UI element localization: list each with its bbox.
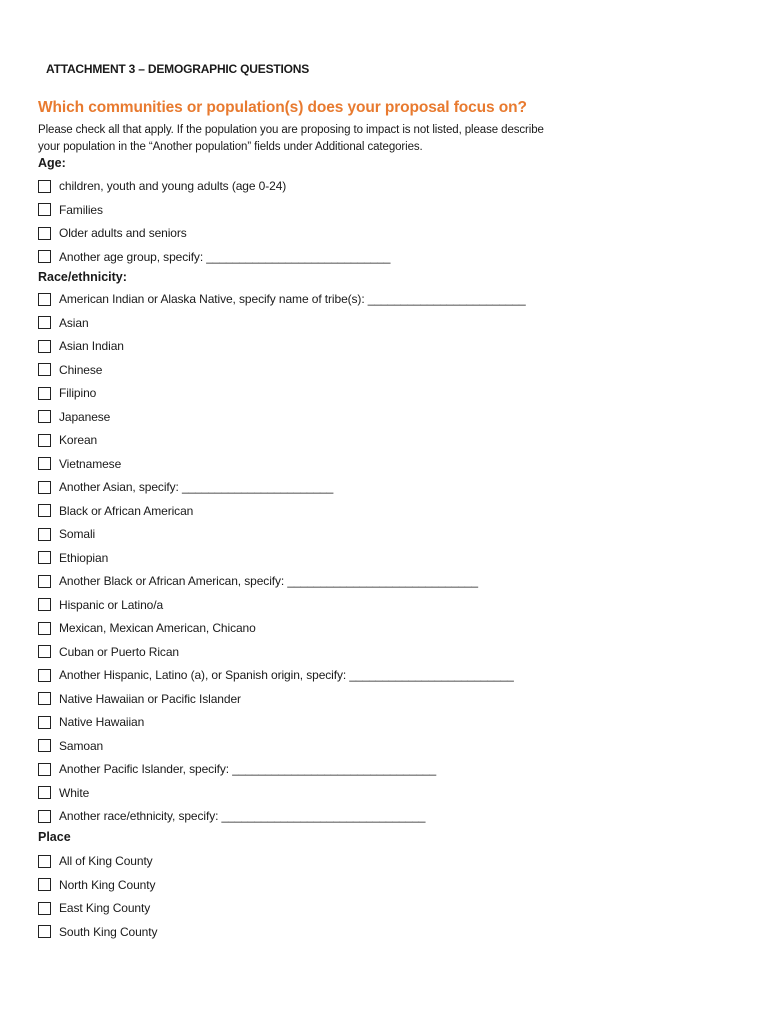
- checkbox[interactable]: [38, 316, 51, 329]
- checkbox[interactable]: [38, 810, 51, 823]
- question-instructions: [38, 122, 638, 156]
- race-option-row[interactable]: [38, 384, 96, 402]
- checkbox[interactable]: [38, 363, 51, 376]
- checkbox[interactable]: [38, 645, 51, 658]
- race-option-label: White: [59, 785, 90, 800]
- checkbox[interactable]: [38, 902, 51, 915]
- race-option-label: Japanese: [59, 409, 111, 424]
- race-option-row[interactable]: [38, 784, 89, 802]
- checkbox[interactable]: [38, 575, 51, 588]
- race-option-label: Native Hawaiian: [59, 715, 145, 729]
- checkbox[interactable]: [38, 250, 51, 263]
- place-option-label: East King County: [59, 901, 151, 916]
- race-option-label: American Indian or Alaska Native, specify name of tribe(s): ________________________: [59, 292, 526, 306]
- race-option-label: Filipino: [59, 386, 97, 400]
- checkbox[interactable]: [38, 763, 51, 776]
- race-option-row[interactable]: [38, 478, 333, 496]
- race-option-label: Vietnamese: [59, 456, 122, 471]
- race-option-row[interactable]: [38, 619, 256, 637]
- race-option-label: Mexican, Mexican American, Chicano: [59, 621, 256, 635]
- checkbox[interactable]: [38, 855, 51, 868]
- race-option-row[interactable]: [38, 290, 526, 308]
- race-option-label: Ethiopian: [59, 550, 109, 565]
- checkbox[interactable]: [38, 878, 51, 891]
- age-option-label: children, youth and young adults (age 0-24): [59, 179, 287, 193]
- place-option-row[interactable]: [38, 852, 153, 870]
- race-option-row[interactable]: [38, 596, 163, 614]
- age-option-label: Older adults and seniors: [59, 226, 187, 241]
- race-option-row[interactable]: [38, 713, 144, 731]
- race-option-row[interactable]: [38, 666, 514, 684]
- race-option-row[interactable]: [38, 690, 241, 708]
- race-option-row[interactable]: [38, 525, 95, 543]
- checkbox[interactable]: [38, 692, 51, 705]
- race-option-row[interactable]: [38, 455, 121, 473]
- checkbox[interactable]: [38, 457, 51, 470]
- checkbox[interactable]: [38, 387, 51, 400]
- race-option-label: Hispanic or Latino/a: [59, 597, 164, 612]
- race-option-label: Another Pacific Islander, specify: _______________________________: [59, 762, 437, 776]
- place-option-label: All of King County: [59, 854, 153, 868]
- race-option-row[interactable]: [38, 361, 102, 379]
- checkbox[interactable]: [38, 481, 51, 494]
- instructions-line-1: Please check all that apply. If the population you are proposing to impact is not listed, please describe: [38, 124, 544, 136]
- checkbox[interactable]: [38, 739, 51, 752]
- checkbox[interactable]: [38, 203, 51, 216]
- race-option-row[interactable]: [38, 314, 89, 332]
- checkbox[interactable]: [38, 410, 51, 423]
- race-option-row[interactable]: [38, 760, 436, 778]
- checkbox[interactable]: [38, 504, 51, 517]
- age-section-label: Age:: [38, 156, 66, 170]
- checkbox[interactable]: [38, 669, 51, 682]
- race-option-row[interactable]: [38, 502, 193, 520]
- checkbox[interactable]: [38, 227, 51, 240]
- place-option-row[interactable]: [38, 876, 155, 894]
- checkbox[interactable]: [38, 434, 51, 447]
- place-option-row[interactable]: [38, 899, 150, 917]
- race-option-row[interactable]: [38, 431, 97, 449]
- checkbox[interactable]: [38, 622, 51, 635]
- race-option-label: Another race/ethnicity, specify: _______________________________: [59, 809, 426, 823]
- race-option-label: Black or African American: [59, 503, 194, 518]
- question-title: Which communities or population(s) does your proposal focus on?: [38, 99, 527, 116]
- attachment-title: ATTACHMENT 3 – DEMOGRAPHIC QUESTIONS: [46, 62, 310, 76]
- checkbox[interactable]: [38, 293, 51, 306]
- place-option-label: South King County: [59, 924, 158, 939]
- checkbox[interactable]: [38, 340, 51, 353]
- age-option-label: Another age group, specify: ____________________________: [59, 249, 391, 264]
- race-option-label: Samoan: [59, 738, 104, 753]
- race-option-label: Another Black or African American, specify: _____________________________: [59, 574, 479, 588]
- age-option-row[interactable]: [38, 201, 103, 219]
- race-option-label: Asian Indian: [59, 339, 124, 353]
- checkbox[interactable]: [38, 716, 51, 729]
- age-option-row[interactable]: [38, 177, 286, 195]
- race-option-label: Another Asian, specify: _______________________: [59, 480, 334, 494]
- age-option-label: Families: [59, 202, 103, 217]
- checkbox[interactable]: [38, 180, 51, 193]
- place-section-label: Place: [38, 830, 71, 844]
- checkbox[interactable]: [38, 925, 51, 938]
- instructions-line-2: your population in the “Another population” fields under Additional categories.: [38, 141, 423, 153]
- race-option-label: Native Hawaiian or Pacific Islander: [59, 691, 241, 706]
- race-section-label: Race/ethnicity:: [38, 270, 127, 284]
- race-option-label: Another Hispanic, Latino (a), or Spanish origin, specify: _________________________: [59, 668, 514, 682]
- race-option-row[interactable]: [38, 337, 124, 355]
- checkbox[interactable]: [38, 551, 51, 564]
- race-option-label: Korean: [59, 433, 98, 447]
- age-option-row[interactable]: [38, 248, 390, 266]
- checkbox[interactable]: [38, 786, 51, 799]
- race-option-row[interactable]: [38, 408, 110, 426]
- race-option-label: Cuban or Puerto Rican: [59, 644, 179, 659]
- race-option-row[interactable]: [38, 643, 179, 661]
- race-option-row[interactable]: [38, 807, 425, 825]
- place-option-label: North King County: [59, 877, 156, 892]
- checkbox[interactable]: [38, 528, 51, 541]
- race-option-row[interactable]: [38, 549, 108, 567]
- place-option-row[interactable]: [38, 923, 157, 941]
- race-option-row[interactable]: [38, 572, 478, 590]
- race-option-label: Somali: [59, 527, 96, 541]
- age-option-row[interactable]: [38, 224, 187, 242]
- race-option-row[interactable]: [38, 737, 103, 755]
- race-option-label: Asian: [59, 315, 89, 330]
- checkbox[interactable]: [38, 598, 51, 611]
- race-option-label: Chinese: [59, 362, 103, 377]
